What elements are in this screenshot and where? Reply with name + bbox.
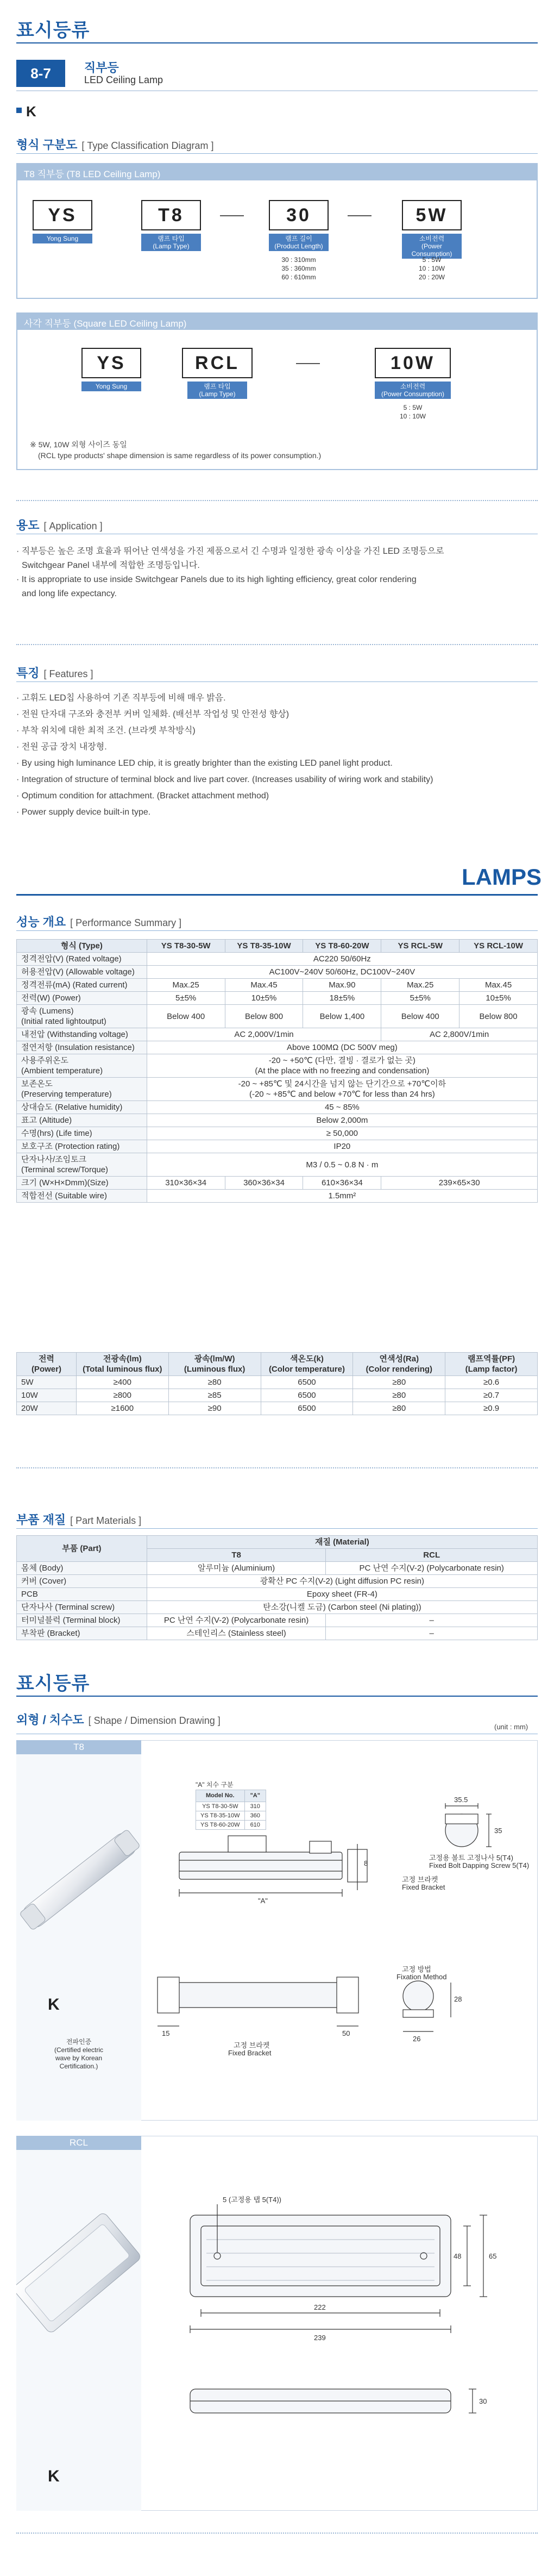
a-cell: 310 bbox=[244, 1802, 266, 1811]
t8-dimension-drawing bbox=[147, 1754, 538, 2121]
a-cell: YS T8-60-20W bbox=[196, 1821, 245, 1830]
t8-dash-2 bbox=[348, 215, 372, 216]
drawing-heading bbox=[16, 1711, 221, 1728]
mat-part: 부착판 (Bracket) bbox=[17, 1627, 147, 1640]
table-row bbox=[17, 1376, 538, 1389]
sub-cell: 6500 bbox=[261, 1389, 353, 1402]
t8-d1-dim: 15 bbox=[162, 2029, 170, 2037]
t8-length-options: 30 : 310mm 35 : 360mm 60 : 610mm bbox=[281, 256, 316, 281]
perf-cell: 18±5% bbox=[303, 992, 381, 1005]
rcl-outer-width: 239 bbox=[314, 2334, 326, 2342]
t8-cert-text: 전파인증 (Certified electric wave by Korean Certification.) bbox=[54, 2038, 104, 2070]
materials-heading-en: [ Part Materials ] bbox=[70, 1515, 142, 1526]
t8-a-dim: "A" bbox=[258, 1897, 268, 1905]
application-line-4: and long life expectancy. bbox=[22, 589, 117, 598]
perf-cell: 610×36×34 bbox=[303, 1177, 381, 1190]
t8-d3-dim: 26 bbox=[413, 2035, 421, 2043]
mat-th-rcl: RCL bbox=[326, 1549, 538, 1562]
sub-th: 전력 (Power) bbox=[17, 1353, 77, 1376]
features-text bbox=[16, 690, 538, 821]
rcl-inner-height: 48 bbox=[454, 2252, 462, 2260]
sub-cell: ≥80 bbox=[168, 1376, 261, 1389]
perf-label-line: (Terminal screw/Torque) bbox=[21, 1165, 109, 1174]
materials-header-row bbox=[17, 1536, 538, 1549]
perf-cell-line: (At the place with no freezing and condensation) bbox=[255, 1066, 430, 1076]
rcl-cert-mark-icon: K bbox=[48, 2467, 60, 2485]
t8-label-length: 램프 길이 (Product Length) bbox=[269, 234, 329, 251]
perf-cell: Max.90 bbox=[303, 979, 381, 992]
product-name-en: LED Ceiling Lamp bbox=[84, 74, 163, 85]
features-heading-en: [ Features ] bbox=[43, 668, 93, 679]
perf-cell: 45 ~ 85% bbox=[147, 1101, 537, 1114]
perf-label: 허용전압(V) (Allowable voltage) bbox=[17, 966, 147, 979]
divider-1 bbox=[16, 500, 538, 501]
mat-cell: PC 난연 수지(V-2) (Polycarbonate resin) bbox=[147, 1614, 326, 1627]
table-row bbox=[17, 992, 538, 1005]
page-title: 표시등류 bbox=[16, 20, 90, 41]
mat-cell: 알루미늄 (Aluminium) bbox=[147, 1562, 326, 1575]
type-heading-en: [ Type Classification Diagram ] bbox=[81, 140, 214, 151]
perf-th-3: YS T8-60-20W bbox=[303, 940, 381, 953]
sub-cell: ≥0.7 bbox=[445, 1389, 538, 1402]
table-row bbox=[17, 1389, 538, 1402]
perf-cell: Max.25 bbox=[147, 979, 225, 992]
drawing-title-rule bbox=[16, 1696, 538, 1697]
perf-cell: 10±5% bbox=[459, 992, 538, 1005]
square-code-power: 10W bbox=[375, 348, 451, 378]
perf-label bbox=[17, 1005, 147, 1028]
sub-cell: 6500 bbox=[261, 1402, 353, 1415]
features-heading-ko: 특징 bbox=[16, 666, 40, 680]
perf-cell: Below 1,400 bbox=[303, 1005, 381, 1028]
perf-label: 정격전압(V) (Rated voltage) bbox=[17, 953, 147, 966]
performance-subtable bbox=[16, 1352, 538, 1415]
type-rule bbox=[16, 153, 538, 154]
mat-th-t8: T8 bbox=[147, 1549, 326, 1562]
perf-label: 표고 (Altitude) bbox=[17, 1114, 147, 1127]
perf-cell: AC220 50/60Hz bbox=[147, 953, 537, 966]
application-line-2: Switchgear Panel 내부에 적합한 조명등입니다. bbox=[22, 561, 200, 570]
perf-label bbox=[17, 1078, 147, 1101]
perf-label: 적합전선 (Suitable wire) bbox=[17, 1190, 147, 1203]
cert-mark-icon: K bbox=[26, 103, 36, 120]
table-row bbox=[17, 1005, 538, 1028]
perf-cell: 5±5% bbox=[381, 992, 459, 1005]
features-heading bbox=[16, 664, 93, 681]
perf-cell: AC 2,000V/1min bbox=[147, 1028, 381, 1041]
perf-label-line: (Initial rated lightoutput) bbox=[21, 1017, 106, 1026]
perf-cell: Max.45 bbox=[459, 979, 538, 992]
table-row bbox=[17, 1028, 538, 1041]
application-line-1: · 직부등은 높은 조명 효율과 뛰어난 연색성을 가진 제품으로서 긴 수명과 일정한 광속 이상을 가진 LED 조명등으로 bbox=[16, 547, 444, 556]
mat-th-part: 부품 (Part) bbox=[17, 1536, 147, 1562]
type-heading-ko: 형식 구분도 bbox=[16, 138, 78, 152]
table-row bbox=[17, 1402, 538, 1415]
bullet-square bbox=[16, 108, 22, 113]
perf-cell: Below 2,000m bbox=[147, 1114, 537, 1127]
perf-label-line: (Preserving temperature) bbox=[21, 1090, 112, 1099]
mat-th-material: 재질 (Material) bbox=[147, 1536, 537, 1549]
sub-cell: ≥80 bbox=[353, 1389, 445, 1402]
sub-cell: 6500 bbox=[261, 1376, 353, 1389]
sub-cell: 5W bbox=[17, 1376, 77, 1389]
fixation-label-en: Fixation Method bbox=[396, 1973, 447, 1981]
fixing-screw-label: 고정용 볼트 고정나사 5(T4) bbox=[429, 1854, 513, 1862]
materials-table bbox=[16, 1535, 538, 1640]
perf-cell: ≥ 50,000 bbox=[147, 1127, 537, 1140]
sub-cell: 10W bbox=[17, 1389, 77, 1402]
application-heading-en: [ Application ] bbox=[43, 521, 103, 532]
perf-th-5: YS RCL-10W bbox=[459, 940, 538, 953]
perf-cell: 239×65×30 bbox=[381, 1177, 538, 1190]
feature-line-4: · 전원 공급 장치 내장형. bbox=[16, 742, 107, 752]
a-th: "A" bbox=[244, 1790, 266, 1802]
table-row bbox=[17, 1054, 538, 1078]
a-cell: YS T8-30-5W bbox=[196, 1802, 245, 1811]
feature-line-3: · 부착 위치에 대한 최적 조건. (브라켓 부착방식) bbox=[16, 726, 196, 735]
t8-cert-mark-icon: K bbox=[48, 1996, 60, 2014]
rcl-inner-width: 222 bbox=[314, 2303, 326, 2311]
perf-label: 전력(W) (Power) bbox=[17, 992, 147, 1005]
t8-width-dim: 35.5 bbox=[454, 1796, 468, 1804]
performance-heading-en: [ Performance Summary ] bbox=[70, 917, 182, 928]
feature-line-5: · By using high luminance LED chip, it is greatly brighter than the existing LED panel light product. bbox=[16, 759, 393, 768]
perf-label-line: 보존온도 bbox=[21, 1079, 53, 1089]
sub-cell: ≥90 bbox=[168, 1402, 261, 1415]
square-code-type: RCL bbox=[182, 348, 253, 378]
fixing-screw-label-en: Fixed Bolt Dapping Screw 5(T4) bbox=[429, 1861, 530, 1870]
table-row bbox=[17, 1627, 538, 1640]
perf-cell bbox=[147, 1054, 537, 1078]
perf-label: 수명(hrs) (Life time) bbox=[17, 1127, 147, 1140]
table-row bbox=[17, 1601, 538, 1614]
performance-heading bbox=[16, 913, 181, 930]
mat-part: 커버 (Cover) bbox=[17, 1575, 147, 1588]
perf-th-2: YS T8-35-10W bbox=[225, 940, 303, 953]
unit-label: (unit : mm) bbox=[494, 1723, 528, 1731]
performance-table bbox=[16, 939, 538, 1203]
perf-label bbox=[17, 1153, 147, 1177]
product-name-ko: 직부등 bbox=[84, 61, 119, 74]
t8-code-power: 5W bbox=[402, 200, 462, 230]
sub-th: 연색성(Ra) (Color rendering) bbox=[353, 1353, 445, 1376]
sub-cell: ≥1600 bbox=[76, 1402, 168, 1415]
application-text bbox=[16, 545, 538, 601]
perf-label: 내전압 (Withstanding voltage) bbox=[17, 1028, 147, 1041]
perf-cell: AC 2,800V/1min bbox=[381, 1028, 538, 1041]
perf-cell: Max.45 bbox=[225, 979, 303, 992]
a-cell: 610 bbox=[244, 1821, 266, 1830]
perf-cell-line: (-20 ~ +85℃ and below +70℃ for less than 24 hrs) bbox=[249, 1090, 435, 1099]
divider-end bbox=[16, 2533, 538, 2534]
materials-heading bbox=[16, 1511, 141, 1528]
table-row bbox=[17, 1588, 538, 1601]
features-rule bbox=[16, 681, 538, 682]
divider-3 bbox=[16, 1467, 538, 1468]
rcl-outer-height: 65 bbox=[489, 2252, 497, 2260]
type-heading bbox=[16, 136, 213, 153]
bottom-bracket-en: Fixed Bracket bbox=[228, 2049, 272, 2057]
square-diagram-head: 사각 직부등 (Square LED Ceiling Lamp) bbox=[17, 314, 537, 330]
perf-label-line: (Ambient temperature) bbox=[21, 1066, 103, 1076]
t8-diagram-head: T8 직부등 (T8 LED Ceiling Lamp) bbox=[17, 164, 537, 180]
square-note-en: (RCL type products' shape dimension is same regardless of its power consumption.) bbox=[38, 451, 322, 460]
table-row bbox=[17, 1177, 538, 1190]
perf-label: 정격전류(mA) (Rated current) bbox=[17, 979, 147, 992]
table-row bbox=[17, 1114, 538, 1127]
square-dash bbox=[296, 363, 320, 364]
perf-label-line: 광속 (Lumens) bbox=[21, 1006, 74, 1016]
perf-cell bbox=[147, 1078, 537, 1101]
square-label-type: 램프 타입 (Lamp Type) bbox=[187, 382, 247, 399]
feature-line-2: · 전원 단자대 구조와 충전부 커버 일체화. (배선부 작업성 및 안전성 향상) bbox=[16, 710, 289, 719]
t8-power-options: 5 : 5W 10 : 10W 20 : 20W bbox=[418, 256, 445, 281]
sub-th: 색온도(k) (Color temperature) bbox=[261, 1353, 353, 1376]
t8-label-power: 소비전력 (Power Consumption) bbox=[402, 234, 462, 259]
table-row bbox=[17, 1127, 538, 1140]
t8-s2-dim: 8 bbox=[364, 1859, 368, 1867]
table-row bbox=[17, 1614, 538, 1627]
sub-th: 전광속(lm) (Total luminous flux) bbox=[76, 1353, 168, 1376]
sub-th: 광속(lm/W) (Luminous flux) bbox=[168, 1353, 261, 1376]
perf-label: 보호구조 (Protection rating) bbox=[17, 1140, 147, 1153]
mat-part: 단자나사 (Terminal screw) bbox=[17, 1601, 147, 1614]
mat-cell: Epoxy sheet (FR-4) bbox=[147, 1588, 537, 1601]
lamps-rule bbox=[16, 894, 538, 896]
feature-line-7: · Optimum condition for attachment. (Bracket attachment method) bbox=[16, 791, 269, 801]
feature-line-6: · Integration of structure of terminal block and live part cover. (Increases usability of wiring work and stability) bbox=[16, 775, 433, 784]
a-cell: YS T8-35-10W bbox=[196, 1811, 245, 1821]
performance-heading-ko: 성능 개요 bbox=[16, 915, 66, 929]
feature-line-1: · 고휘도 LED칩 사용하여 기존 직부등에 비해 매우 밝음. bbox=[16, 693, 226, 703]
perf-label: 상대습도 (Relative humidity) bbox=[17, 1101, 147, 1114]
perf-th-type: 형식 (Type) bbox=[17, 940, 147, 953]
perf-cell: Below 400 bbox=[147, 1005, 225, 1028]
application-heading bbox=[16, 516, 103, 533]
a-th: Model No. bbox=[196, 1790, 245, 1802]
mat-part: 터미널블럭 (Terminal block) bbox=[17, 1614, 147, 1627]
perf-cell: 310×36×34 bbox=[147, 1177, 225, 1190]
perf-label: 크기 (W×H×Dmm)(Size) bbox=[17, 1177, 147, 1190]
mat-part: PCB bbox=[17, 1588, 147, 1601]
mat-cell: – bbox=[326, 1627, 538, 1640]
rcl-thickness: 30 bbox=[479, 2397, 487, 2405]
t8-code-type: T8 bbox=[141, 200, 201, 230]
title-rule bbox=[16, 42, 538, 43]
mat-part: 몸체 (Body) bbox=[17, 1562, 147, 1575]
perf-cell-line: -20 ~ +50℃ (다만, 결빙 · 결로가 없는 곳) bbox=[268, 1056, 415, 1065]
bottom-bracket-ko: 고정 브라켓 bbox=[234, 2041, 270, 2049]
performance-rule bbox=[16, 930, 538, 931]
badge-rule bbox=[16, 90, 538, 91]
perf-cell: 10±5% bbox=[225, 992, 303, 1005]
t8-s1-dim: 28 bbox=[454, 1995, 462, 2003]
perf-label bbox=[17, 1054, 147, 1078]
square-label-ys: Yong Sung bbox=[81, 382, 141, 391]
table-row bbox=[17, 1190, 538, 1203]
table-row bbox=[17, 979, 538, 992]
bracket-label-en: Fixed Bracket bbox=[402, 1883, 445, 1891]
sub-cell: 20W bbox=[17, 1402, 77, 1415]
table-row bbox=[17, 966, 538, 979]
rcl-screw-label: 5 (고정용 탭 5(T4)) bbox=[223, 2196, 282, 2204]
materials-heading-ko: 부품 재질 bbox=[16, 1513, 66, 1527]
table-row bbox=[17, 953, 538, 966]
t8-d2-dim: 50 bbox=[342, 2029, 350, 2037]
table-row bbox=[17, 1041, 538, 1054]
table-row bbox=[17, 1575, 538, 1588]
t8-label-type: 램프 타입 (Lamp Type) bbox=[141, 234, 201, 251]
perf-th-1: YS T8-30-5W bbox=[147, 940, 225, 953]
a-table-title: "A" 치수 구분 bbox=[196, 1781, 234, 1789]
table-row bbox=[17, 1140, 538, 1153]
lamps-label: LAMPS bbox=[462, 864, 542, 890]
mat-cell: – bbox=[326, 1614, 538, 1627]
sub-th: 램프역률(PF) (Lamp factor) bbox=[445, 1353, 538, 1376]
sub-cell: ≥0.9 bbox=[445, 1402, 538, 1415]
t8-code-length: 30 bbox=[269, 200, 329, 230]
sub-cell: ≥0.6 bbox=[445, 1376, 538, 1389]
fixation-label-ko: 고정 방법 bbox=[402, 1965, 431, 1973]
sub-cell: ≥80 bbox=[353, 1402, 445, 1415]
perf-cell: Above 100MΩ (DC 500V meg) bbox=[147, 1041, 537, 1054]
table-row bbox=[17, 1101, 538, 1114]
perf-cell: IP20 bbox=[147, 1140, 537, 1153]
t8-side-head: T8 bbox=[16, 1740, 141, 1754]
perf-cell: 360×36×34 bbox=[225, 1177, 303, 1190]
mat-cell: PC 난연 수지(V-2) (Polycarbonate resin) bbox=[326, 1562, 538, 1575]
perf-th-4: YS RCL-5W bbox=[381, 940, 459, 953]
perf-cell: 5±5% bbox=[147, 992, 225, 1005]
application-heading-ko: 용도 bbox=[16, 518, 40, 532]
perf-header-row bbox=[17, 940, 538, 953]
perf-cell: Below 800 bbox=[459, 1005, 538, 1028]
table-row bbox=[17, 1153, 538, 1177]
square-code-ys: YS bbox=[81, 348, 141, 378]
application-line-3: · It is appropriate to use inside Switchgear Panels due to its high lighting efficiency, great color rendering bbox=[16, 575, 417, 584]
drawing-heading-en: [ Shape / Dimension Drawing ] bbox=[88, 1715, 221, 1726]
sub-cell: ≥85 bbox=[168, 1389, 261, 1402]
square-note-ko: ※ 5W, 10W 외형 사이즈 동일 bbox=[30, 440, 127, 449]
t8-height-dim: 35 bbox=[494, 1827, 502, 1835]
perf-cell: AC100V~240V 50/60Hz, DC100V~240V bbox=[147, 966, 537, 979]
a-cell: 360 bbox=[244, 1811, 266, 1821]
perf-cell: M3 / 0.5 ~ 0.8 N · m bbox=[147, 1153, 537, 1177]
sub-cell: ≥800 bbox=[76, 1389, 168, 1402]
rcl-dimension-drawing bbox=[147, 2150, 538, 2511]
perf-cell: Max.25 bbox=[381, 979, 459, 992]
t8-code-ys: YS bbox=[33, 200, 92, 230]
sub-cell: ≥80 bbox=[353, 1376, 445, 1389]
perf-label: 절연저항 (Insulation resistance) bbox=[17, 1041, 147, 1054]
t8-label-ys: Yong Sung bbox=[33, 234, 92, 243]
rcl-product-photo bbox=[16, 2150, 141, 2511]
perf-cell: Below 400 bbox=[381, 1005, 459, 1028]
mat-cell: 광확산 PC 수지(V-2) (Light diffusion PC resin) bbox=[147, 1575, 537, 1588]
perf-label-line: 사용주위온도 bbox=[21, 1056, 68, 1065]
table-row bbox=[17, 1562, 538, 1575]
perf-cell: 1.5mm² bbox=[147, 1190, 537, 1203]
materials-rule bbox=[16, 1528, 538, 1529]
perf-cell-line: -20 ~ +85℃ 및 24시간을 넘지 않는 단기간으로 +70℃이하 bbox=[238, 1079, 446, 1089]
drawing-heading-ko: 외형 / 치수도 bbox=[16, 1713, 84, 1727]
t8-dash-1 bbox=[220, 215, 244, 216]
mat-cell: 스테인리스 (Stainless steel) bbox=[147, 1627, 326, 1640]
table-row bbox=[17, 1078, 538, 1101]
square-label-power: 소비전력 (Power Consumption) bbox=[375, 382, 451, 399]
square-power-options: 5 : 5W 10 : 10W bbox=[399, 404, 426, 420]
perf-label-line: 단자나사/조임토크 bbox=[21, 1155, 87, 1164]
divider-2 bbox=[16, 644, 538, 645]
rcl-side-head: RCL bbox=[16, 2136, 141, 2150]
bracket-label-ko: 고정 브라켓 bbox=[402, 1875, 438, 1884]
feature-line-8: · Power supply device built-in type. bbox=[16, 808, 151, 817]
perf-cell: Below 800 bbox=[225, 1005, 303, 1028]
section-badge: 8-7 bbox=[16, 60, 65, 87]
drawing-page-title: 표시등류 bbox=[16, 1673, 90, 1694]
sub-cell: ≥400 bbox=[76, 1376, 168, 1389]
sub-header-row bbox=[17, 1353, 538, 1376]
mat-cell: 탄소강(니켈 도금) (Carbon steel (Ni plating)) bbox=[147, 1601, 537, 1614]
